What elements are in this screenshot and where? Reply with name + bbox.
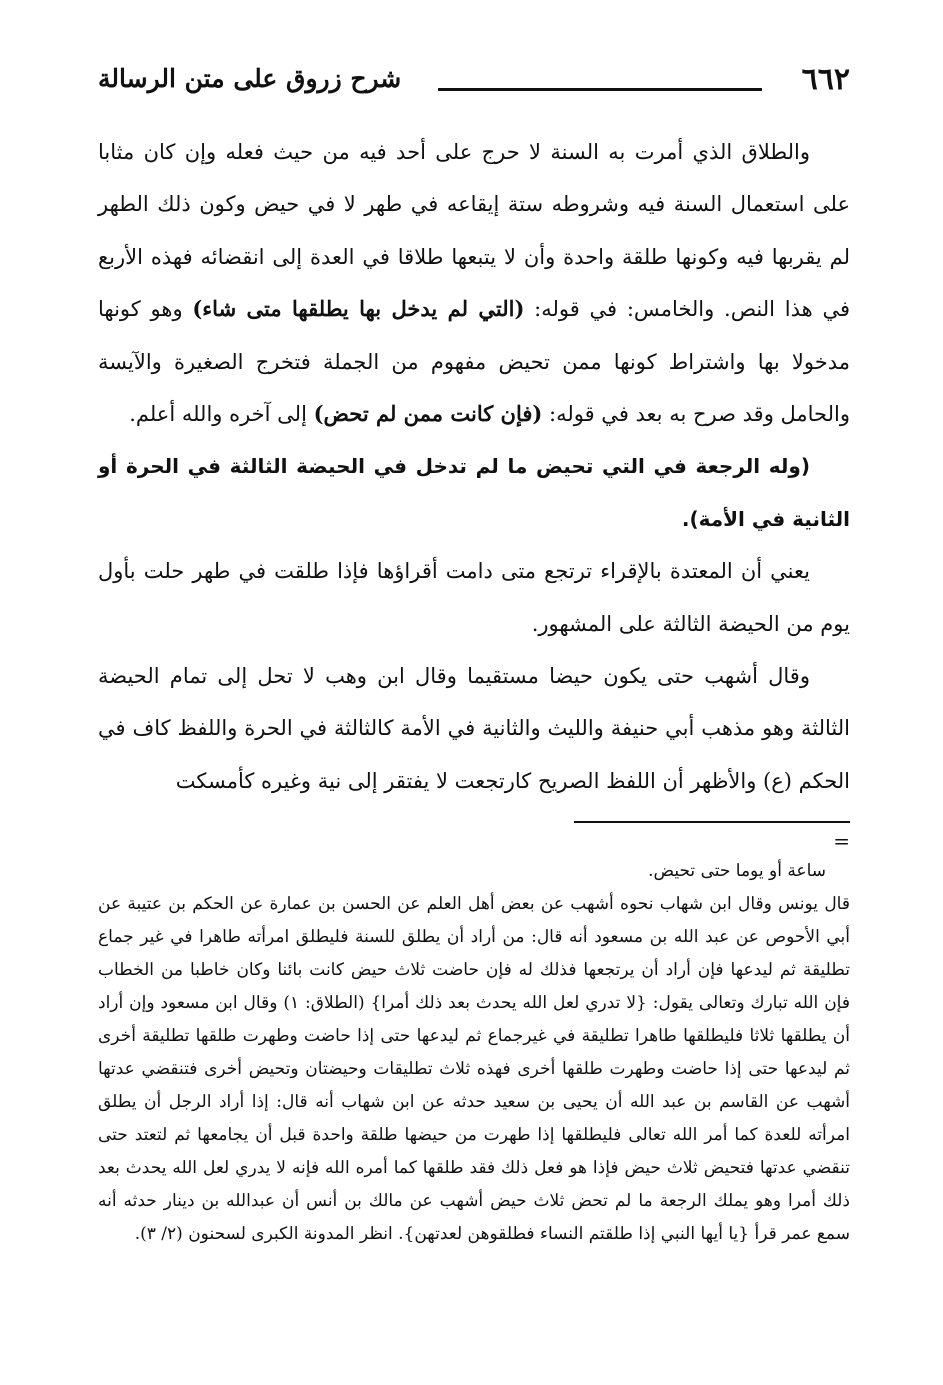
footnote-line-1: ساعة أو يوما حتى تحيض.	[648, 861, 826, 882]
paragraph-3: وقال أشهب حتى يكون حيضا مستقيما وقال ابن وهب لا تحل إلى تمام الحيضة الثالثة وهو مذهب أبي حنيفة والليث والثانية في الأمة كالثالثة في الحرة واللفظ كاف في الحكم (ع) والأظهر أن اللفظ الصريح كارتجعت لا يفتقر إلى نية وغيره كأمسكت	[98, 664, 850, 793]
paragraph-1	[98, 126, 850, 440]
paragraph-1-end: إلى آخره والله أعلم.	[129, 402, 307, 427]
paragraph-1-text: والطلاق الذي أمرت به السنة لا حرج على أحد فيه من حيث فعله وإن كان مثابا على استعمال السنة فيه وشروطه ستة إيقاعه في طهر لا في حيض وكون ذلك الطهر لم يقربها فيه وكونها طلقة واحدة وأن لا يتبعها طلاقا في العدة إلى انقضائه فهذه الأربع في هذا النص. والخامس: في قوله:	[98, 140, 850, 322]
book-page	[98, 60, 850, 1360]
paragraph-1-middle: وهو كونها مدخولا بها واشتراط كونها ممن تحيض مفهوم من الجملة فتخرج الصغيرة والآيسة والحامل وقد صرح به بعد في قوله:	[98, 297, 850, 427]
quoted-matn-1: (التي لم يدخل بها يطلقها متى شاء)	[192, 296, 525, 322]
page-header	[98, 60, 850, 116]
footnotes	[98, 855, 850, 1251]
footnote-paragraph: قال يونس وقال ابن شهاب نحوه أشهب عن بعض أهل العلم عن الحسن بن عمارة عن الحكم بن عتيبة عن أبي الأحوص عن عبد الله بن مسعود أنه قال: من أراد أن يطلق للسنة فليطلق امرأته طاهرا في غير جماع تطليقة ثم ليدعها فإن أراد أن يرتجعها فذلك له فإن حاضت ثلاث حيض كانت بائنا وكان خاطبا من الخطاب فإن الله تبارك وتعالى يقول: {لا تدري لعل الله يحدث بعد ذلك أمرا} (الطلاق: ١) وقال ابن مسعود وإن أراد أن يطلقها ثلاثا فليطلقها طاهرا تطليقة في غيرجماع ثم ليدعها حتى إذا حاضت وطهرت طلقها تطليقة أخرى ثم ليدعها حتى إذا حاضت وطهرت طلقها أخرى فهذه ثلاث تطليقات وحيضتان وتحيض أخرى فتنقضي عدتها أشهب عن القاسم بن عبد الله أن يحيى بن سعيد حدثه عن ابن شهاب أنه قال: إذا أراد الرجل أن يطلق امرأته للعدة كما أمر الله تعالى فليطلقها إذا طهرت من حيضها طلقة واحدة قبل أن يجامعها ثم لتعتد حتى تنقضي عدتها فتحيض ثلاث حيض فإذا هو فعل ذلك فقد طلقها كما أمره الله فإنه لا يدري لعل الله يحدث بعد ذلك أمرا وهو يملك الرجعة ما لم تحض ثلاث حيض أشهب عن مالك بن أنس أن عبدالله بن دينار حدثه أنه سمع عمر قرأ {يا أيها النبي إذا طلقتم النساء فطلقوهن لعدتهن}. انظر المدونة الكبرى لسحنون (٢/ ٣).	[98, 894, 850, 1245]
matn-paragraph	[98, 440, 850, 545]
header-rule	[438, 88, 762, 91]
page-number: ٦٦٢	[801, 62, 850, 97]
main-text	[98, 126, 850, 807]
footnote-continuation-mark: =	[833, 829, 850, 854]
footnote-separator	[574, 821, 850, 823]
matn-text: (وله الرجعة في التي تحيض ما لم تدخل في الحيضة الثالثة في الحرة أو الثانية في الأمة).	[98, 454, 850, 531]
quoted-matn-2: (فإن كانت ممن لم تحض)	[313, 401, 543, 427]
paragraph-2: يعني أن المعتدة بالإقراء ترتجع متى دامت أقراؤها فإذا طلقت في طهر حلت بأول يوم من الحيضة الثالثة على المشهور.	[98, 559, 850, 636]
running-title: شرح زروق على متن الرسالة	[98, 64, 402, 93]
